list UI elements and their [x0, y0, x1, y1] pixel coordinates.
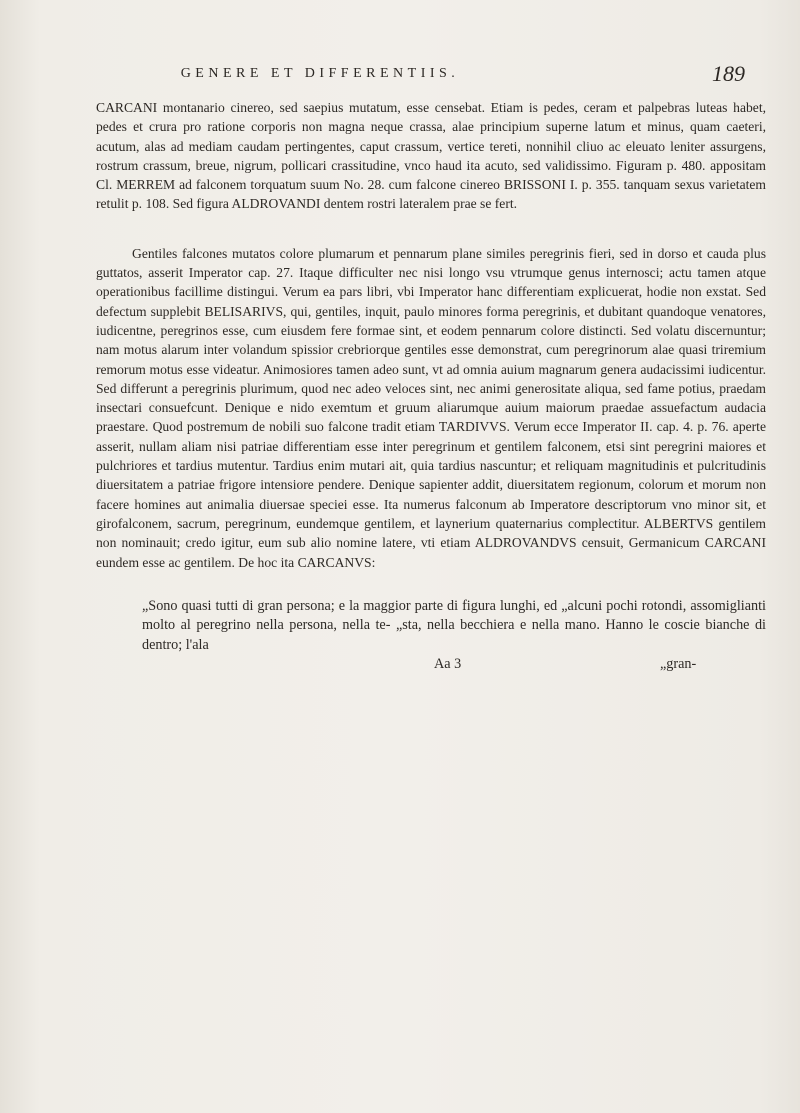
page-header [0, 58, 800, 92]
running-head: GENERE ET DIFFERENTIIS. [180, 66, 460, 81]
paragraph-1: CARCANI montanario cinereo, sed saepius mutatum, esse censebat. Etiam is pedes, ceram et palpebras luteas habet, pedes et crura pro ratione corporis non magna neque crassa, alae principium superne latum et minus, quam caeteri, acutum, alas ad mediam caudam pertingentes, caput crassum, vertice tereti, nonnihil cliuo ac eleuato leniter assurgens, rostrum crassum, breue, nigrum, pollicari crassitudine, vnco haud ita acuto, sed validissimo. Figuram p. 480. appositam Cl. MERREM ad falconem torquatum suum No. 28. cum falcone cinereo BRISSONI I. p. 355. tanquam sexus varietatem retulit p. 108. Sed figura ALDROVANDI dentem rostri lateralem prae se fert. [96, 100, 766, 212]
italian-quote: „Sono quasi tutti di gran persona; e la maggior parte di figura lunghi, ed „alcuni pochi rotondi, assomiglianti molto al peregrino nella persona, nella te- „sta, nella becchiera e nella mano. Hanno le coscie bianche di dentro; l'ala [142, 597, 766, 653]
page-number: 189 [712, 61, 745, 86]
body-text [96, 98, 766, 675]
signature-mark: Aa 3 [434, 656, 462, 673]
signature-line [142, 655, 766, 675]
paragraph-2: Gentiles falcones mutatos colore plumarum et pennarum plane similes peregrinis fieri, sed in dorso et cauda plus guttatos, asserit Imperator cap. 27. Itaque difficulter nec nisi longo vsu vtrumque genus internosci; actu tamen atque operationibus facillime distingui. Verum ea pars libri, vbi Imperator hanc differentiam explicuerat, hodie non exstat. Sed defectum supplebit BELISARIVS, qui, gentiles, inquit, paulo minores forma peregrinis, et dubitant quandoque venatores, iudicentne, peregrinos esse, cum eiusdem fere formae sint, et eodem pennarum colore distincti. Sed volatu discernuntur; nam motus alarum inter volandum spissior crebriorque gentiles esse demonstrat, cum peregrinorum alae quasi triremium remorum motus esse videatur. Animosiores tamen adeo sunt, vt ad omnia auium magnarum genera audacissimi iudicentur. Sed differunt a peregrinis plurimum, quod nec adeo veloces sint, nec animi generositate aliqua, sed fame potius, praedam insectari consuefcunt. Denique e nido exemtum et gruum aliarumque auium maiorum praedae assuefactum audacia praestare. Quod postremum de nobili suo falcone tradit etiam TARDIVVS. Verum ecce Imperator II. cap. 4. p. 76. aperte asserit, nullam aliam nisi patriae differentiam esse inter peregrinum et gentilem falconem, etsi sint peregrini maiores et pulchriores et tardius mutentur. Tardius enim mutari ait, quia tardius nascuntur; et reliquam magnitudinis et pulcritudinis diuersitatem a patriae frigore intensiore pendere. Denique sapienter addit, diuersitatem regionum, colorum et morum non facere homines aut animalia diuersae speciei esse. Ita numerus falconum ab Imperatore descriptorum vno minor sit, et girofalconem, sacrum, peregrinum, eundemque gentilem, et laynerium quaternarius complectitur. ALBERTVS gentilem non nominauit; credo igitur, eum sub alio nomine latere, vti etiam ALDROVANDVS censuit, Germanicum CARCANI eundem esse ac gentilem. De hoc ita CARCANVS: [96, 245, 766, 570]
catchword: „gran- [660, 656, 697, 673]
